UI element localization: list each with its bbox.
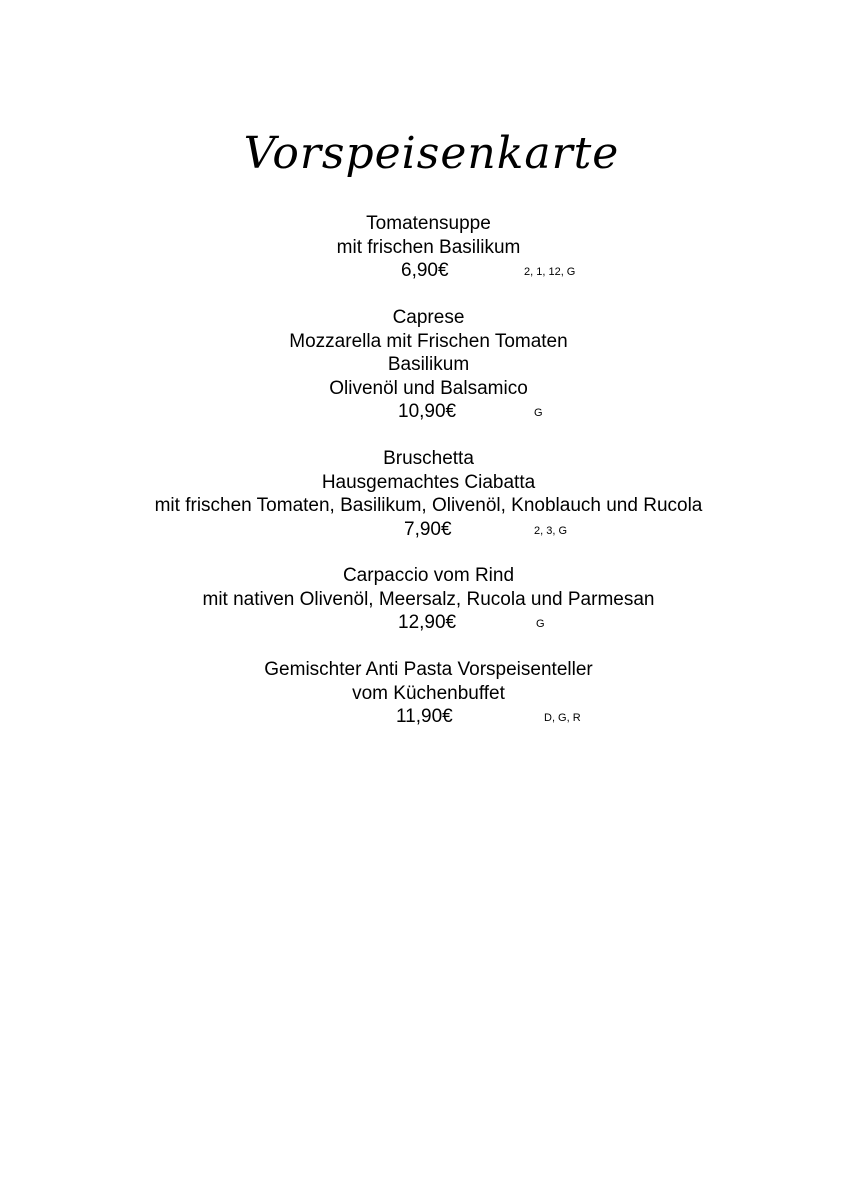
allergen-codes: G xyxy=(536,618,545,630)
price-row xyxy=(0,400,857,424)
dish-price: 7,90€ xyxy=(404,518,452,540)
dish-price: 12,90€ xyxy=(398,612,457,633)
dish-name: Carpaccio vom Rind xyxy=(342,565,515,586)
dish-description: mit frischen Tomaten, Basilikum, Olivenöl, Knoblauch und Rucola xyxy=(154,495,703,516)
dish-price: 10,90€ xyxy=(398,401,457,422)
dish-carpaccio xyxy=(0,564,857,635)
dish-description: Mozzarella mit Frischen Tomaten xyxy=(289,330,568,352)
price-row xyxy=(0,705,857,729)
dish-description: Hausgemachtes Ciabatta xyxy=(321,471,536,493)
dish-tomatensuppe xyxy=(0,212,857,283)
dish-description: mit frischen Basilikum xyxy=(336,236,521,258)
dish-price: 11,90€ xyxy=(396,706,453,727)
dish-price: 6,90€ xyxy=(401,260,449,281)
allergen-codes: G xyxy=(534,407,543,419)
dish-name: Tomatensuppe xyxy=(366,213,491,234)
dish-description: vom Küchenbuffet xyxy=(352,682,505,704)
allergen-codes: 2, 3, G xyxy=(534,524,568,537)
price-row xyxy=(0,611,857,635)
dish-bruschetta xyxy=(0,447,857,541)
dish-name: Gemischter Anti Pasta Vorspeisenteller xyxy=(264,659,593,680)
dish-description: mit nativen Olivenöl, Meersalz, Rucola und Parmesan xyxy=(202,588,655,610)
dish-description: Olivenöl und Balsamico xyxy=(329,377,528,399)
price-row xyxy=(0,518,857,542)
menu-title: Vorspeisenkarte xyxy=(243,128,620,179)
price-row xyxy=(0,259,857,283)
allergen-codes: D, G, R xyxy=(544,712,581,724)
dish-caprese xyxy=(0,306,857,424)
dish-description: Basilikum xyxy=(387,354,470,375)
dish-antipasta xyxy=(0,658,857,729)
dish-name: Caprese xyxy=(392,307,465,328)
allergen-codes: 2, 1, 12, G xyxy=(524,266,576,278)
dish-name: Bruschetta xyxy=(383,448,474,469)
